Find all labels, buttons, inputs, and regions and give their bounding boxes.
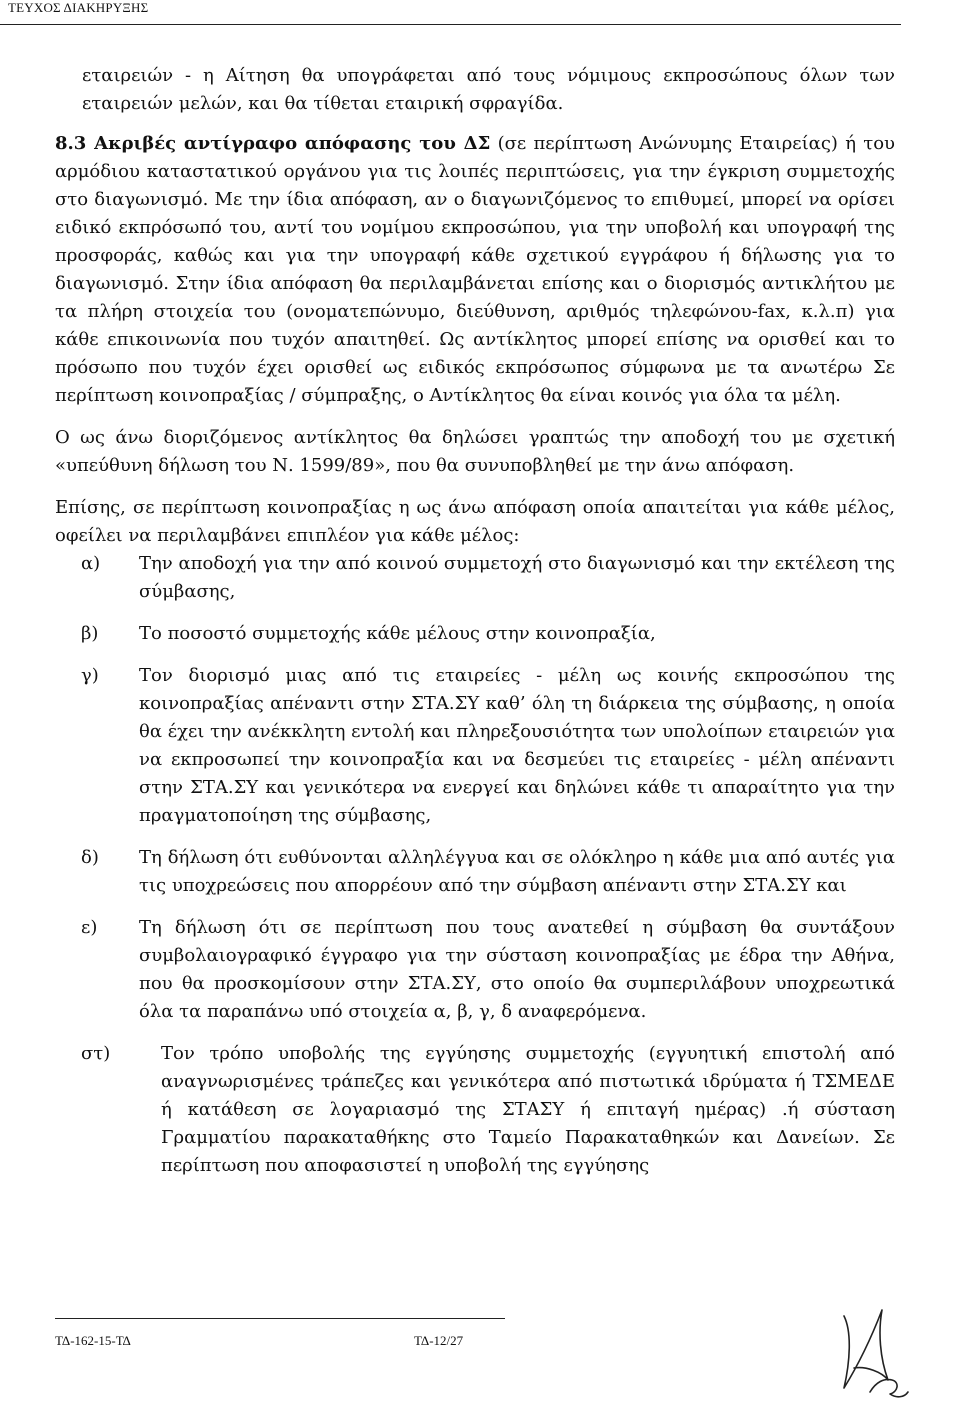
footer-divider <box>55 1318 505 1319</box>
list-item-label: β) <box>81 623 99 644</box>
list-item <box>55 620 895 648</box>
list-item-text: Τον τρόπο υποβολής της εγγύησης συμμετοχής (εγγυητική επιστολή από αναγνωρισμένες τράπεζες και γενικότερα από πιστωτικά ιδρύματα ή ΤΣΜΕΔΕ ή κατάθεση σε λογαριασμό της ΣΤΑΣΥ ή επιταγή ημέρας) .ή σύσταση Γραμματίου παρακαταθήκης στο Ταμείο Παρακαταθηκών και Δανείων. Σε περίπτωση που αποφασιστεί η υποβολή της εγγύησης <box>161 1043 895 1176</box>
document-body <box>55 62 895 1180</box>
header-divider <box>0 24 901 25</box>
paragraph-consortium-requirements: Επίσης, σε περίπτωση κοινοπραξίας η ως άνω απόφαση οποία απαιτείται για κάθε μέλος, οφείλει να περιλαμβάνει επιπλέον για κάθε μέλος: <box>55 497 895 546</box>
requirements-list <box>55 550 895 1180</box>
list-item-text: Τον διορισμό μιας από τις εταιρείες - μέλη ως κοινής εκπροσώπου της κοινοπραξίας απέναντι στην ΣΤΑ.ΣΥ καθ’ όλη τη διάρκεια της σύμβασης, η οποία θα έχει την ανέκκλητη εντολή και πληρεξουσιότητα των υπολοίπων εταιρειών για να εκπροσωπεί την κοινοπραξία και να δεσμεύει τις εταιρείες - μέλη απέναντι στην ΣΤΑ.ΣΥ και γενικότερα να ενεργεί και δηλώνει κάθε τι απαραίτητο για την πραγματοποίηση της σύμβασης, <box>139 665 895 826</box>
list-item-label: δ) <box>81 847 99 868</box>
list-item-text: Την αποδοχή για την από κοινού συμμετοχή στο διαγωνισμό και την εκτέλεση της σύμβασης, <box>139 553 895 602</box>
list-item-label: γ) <box>81 665 99 686</box>
list-item-label: στ) <box>81 1043 111 1064</box>
paragraph-board-decision-text: (σε περίπτωση Ανώνυμης Εταιρείας) ή του αρμόδιου καταστατικού οργάνου για τις λοιπές περιπτώσεις, για την έγκριση συμμετοχής στο διαγωνισμό. Με την ίδια απόφαση, αν ο διαγωνιζόμενος το επιθυμεί, μπορεί να ορίσει ειδικό εκπρόσωπό του, αντί του νομίμου εκπροσώπου, για την υποβολή και υπογραφή της προσφοράς, καθώς και για την υπογραφή κάθε σχετικού εγγράφου ή δήλωσης για το διαγωνισμό. Στην ίδια απόφαση θα περιλαμβάνεται επίσης και ο διορισμός αντικλήτου με τα πλήρη στοιχεία του (ονοματεπώνυμο, διεύθυνση, αριθμός τηλεφώνου-fax, κ.λ.π) για κάθε επικοινωνία που τυχόν απαιτηθεί. Ως αντίκλητος μπορεί επίσης να ορισθεί και το πρόσωπο που τυχόν έχει ορισθεί ως ειδικός εκπρόσωπος σύμφωνα με τα ανωτέρω Σε περίπτωση κοινοπραξίας / σύμπραξης, ο Αντίκλητος θα είναι κοινός για όλα τα μέλη. <box>55 133 895 406</box>
list-item <box>55 662 895 830</box>
list-item-text: Τη δήλωση ότι ευθύνονται αλληλέγγυα και σε ολόκληρο η κάθε μια από αυτές για τις υποχρεώσεις που απορρέουν από την σύμβαση απέναντι στην ΣΤΑ.ΣΥ και <box>139 847 895 896</box>
handwritten-signature-icon <box>830 1302 910 1402</box>
list-item-label: α) <box>81 553 101 574</box>
page-header: ΤΕΥΧΟΣ ΔΙΑΚΗΡΥΞΗΣ <box>8 0 149 15</box>
list-item <box>55 914 895 1026</box>
section-heading-8-3: 8.3 Ακριβές αντίγραφο απόφασης του ΔΣ <box>55 133 491 154</box>
list-item-label: ε) <box>81 917 98 938</box>
list-item-text: Το ποσοστό συμμετοχής κάθε μέλους στην κοινοπραξία, <box>139 623 656 644</box>
list-item <box>55 1040 895 1180</box>
paragraph-board-decision <box>55 130 895 410</box>
footer-doc-code: ΤΔ-162-15-ΤΔ <box>55 1333 131 1348</box>
list-item-text: Τη δήλωση ότι σε περίπτωση που τους ανατεθεί η σύμβαση θα συντάξουν συμβολαιογραφικό έγγραφο για την σύσταση κοινοπραξίας με έδρα την Αθήνα, που θα προσκομίσουν στην ΣΤΑ.ΣΥ, στο οποίο θα συμπεριλάβουν υποχρεωτικά όλα τα παραπάνω υπό στοιχεία α, β, γ, δ αναφερόμενα. <box>139 917 895 1022</box>
list-item <box>55 550 895 606</box>
paragraph-signatures: εταιρειών - η Αίτηση θα υπογράφεται από τους νόμιμους εκπροσώπους όλων των εταιρειών μελών, και θα τίθεται εταιρική σφραγίδα. <box>82 65 895 114</box>
footer-page-number: ΤΔ-12/27 <box>414 1333 464 1348</box>
list-item <box>55 844 895 900</box>
paragraph-attorney-acceptance: Ο ως άνω διοριζόμενος αντίκλητος θα δηλώσει γραπτώς την αποδοχή του με σχετική «υπεύθυνη δήλωση του Ν. 1599/89», που θα συνυποβληθεί με την άνω απόφαση. <box>55 427 895 476</box>
